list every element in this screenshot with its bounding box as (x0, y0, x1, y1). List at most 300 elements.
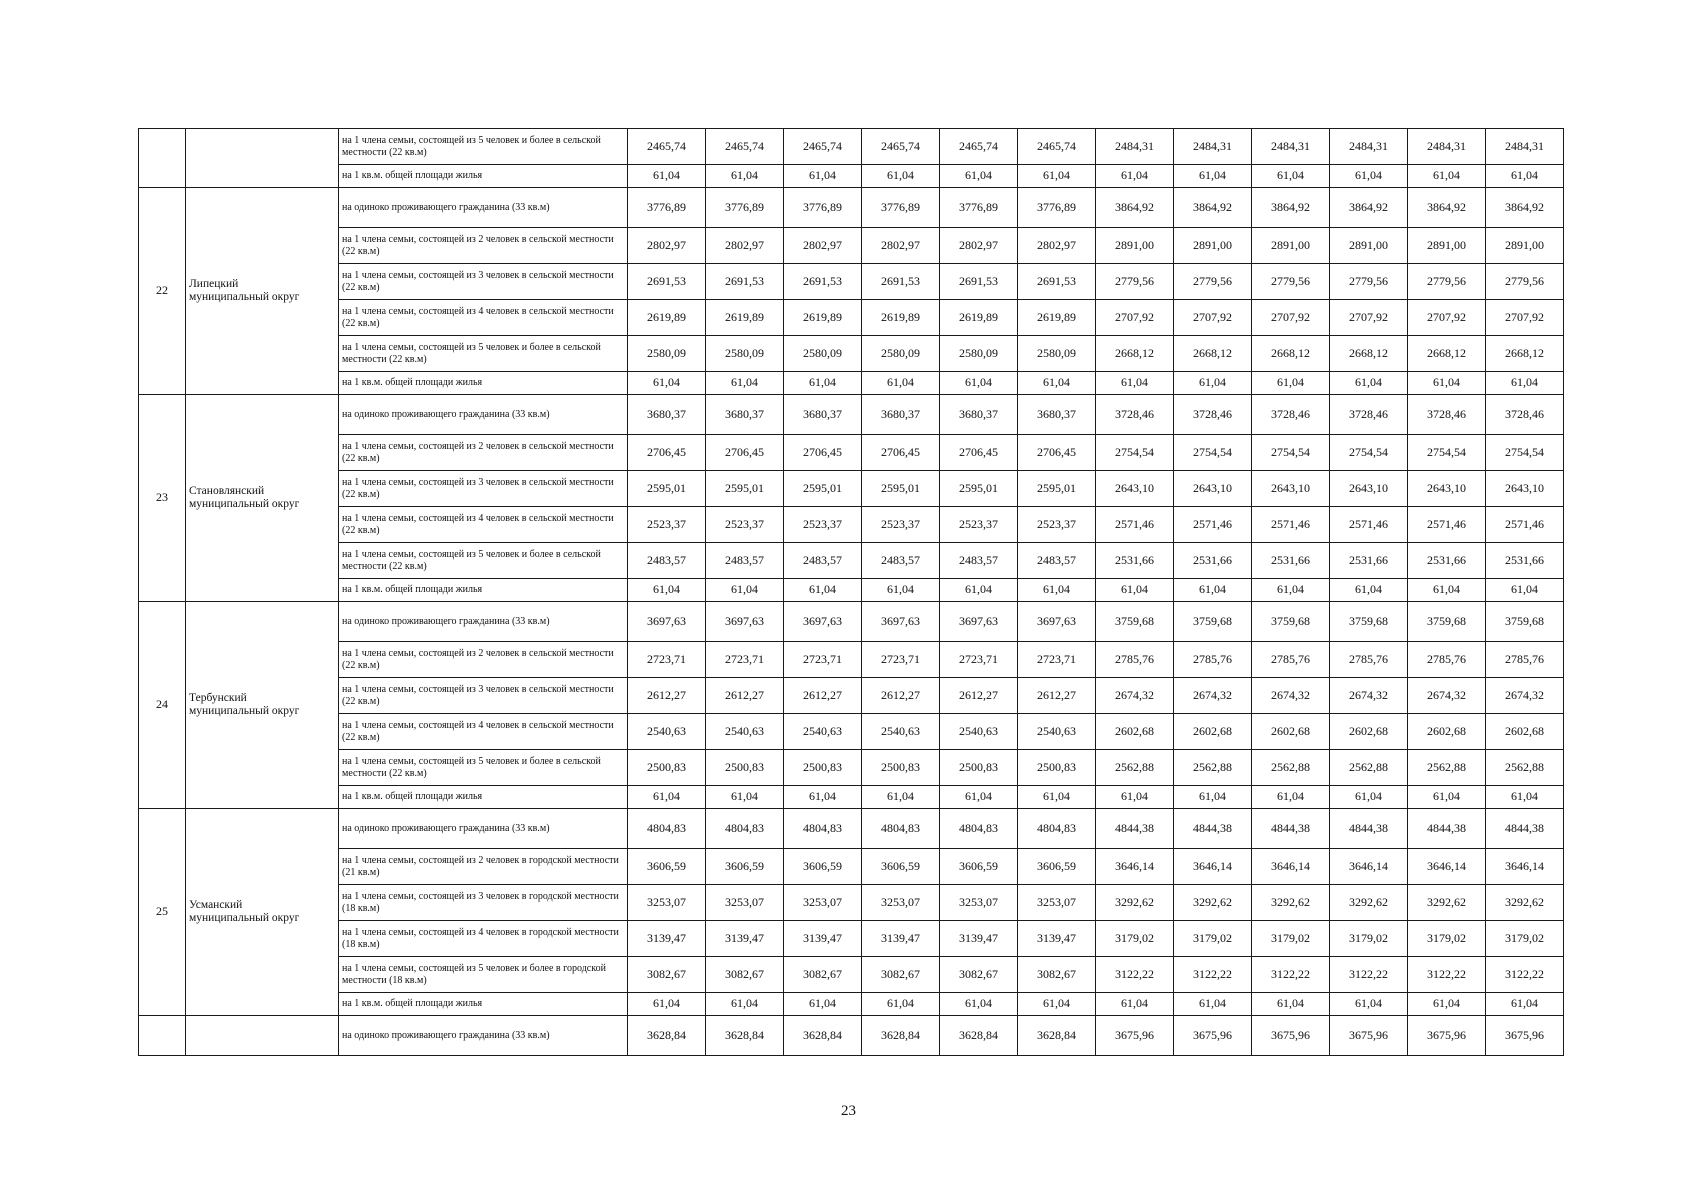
table-row (139, 750, 1564, 786)
value-cell: 3139,47 (784, 921, 862, 957)
value-cell: 61,04 (1486, 165, 1564, 188)
value-cell: 61,04 (1174, 165, 1252, 188)
table-row (139, 809, 1564, 849)
value-cell: 2531,66 (1252, 543, 1330, 579)
value-cell: 3628,84 (706, 1016, 784, 1056)
district-name-line: муниципальный округ (189, 498, 300, 510)
value-cell: 61,04 (1486, 372, 1564, 395)
value-cell: 4804,83 (784, 809, 862, 849)
value-cell: 3776,89 (706, 188, 784, 228)
value-cell: 2580,09 (1018, 336, 1096, 372)
value-cell: 2643,10 (1408, 471, 1486, 507)
value-cell: 3122,22 (1096, 957, 1174, 993)
table-row (139, 602, 1564, 642)
table-row (139, 228, 1564, 264)
district-name-line: муниципальный округ (189, 291, 300, 303)
value-cell: 3292,62 (1096, 885, 1174, 921)
value-cell: 2612,27 (862, 678, 940, 714)
table-row (139, 849, 1564, 885)
value-cell: 2891,00 (1252, 228, 1330, 264)
value-cell: 2802,97 (628, 228, 706, 264)
table-row (139, 957, 1564, 993)
value-cell: 61,04 (784, 993, 862, 1016)
value-cell: 61,04 (784, 165, 862, 188)
tariff-table (138, 128, 1564, 1056)
value-cell: 3253,07 (1018, 885, 1096, 921)
district-name-line: Становлянский (189, 484, 265, 497)
value-cell: 2785,76 (1486, 642, 1564, 678)
value-cell: 2540,63 (862, 714, 940, 750)
value-cell: 2802,97 (862, 228, 940, 264)
norm-description-cell: на 1 члена семьи, состоящей из 2 человек в сельской местности (22 кв.м) (339, 642, 628, 678)
norm-description-cell: на 1 члена семьи, состоящей из 2 человек в сельской местности (22 кв.м) (339, 228, 628, 264)
value-cell: 61,04 (1252, 993, 1330, 1016)
value-cell: 2571,46 (1174, 507, 1252, 543)
value-cell: 3646,14 (1096, 849, 1174, 885)
norm-description-cell: на 1 кв.м. общей площади жилья (339, 993, 628, 1016)
value-cell: 3179,02 (1096, 921, 1174, 957)
value-cell: 61,04 (862, 165, 940, 188)
value-cell: 2619,89 (940, 300, 1018, 336)
value-cell: 2562,88 (1486, 750, 1564, 786)
value-cell: 61,04 (1408, 993, 1486, 1016)
value-cell: 2595,01 (940, 471, 1018, 507)
table-row (139, 786, 1564, 809)
value-cell: 3697,63 (628, 602, 706, 642)
value-cell: 61,04 (628, 372, 706, 395)
value-cell: 61,04 (1252, 579, 1330, 602)
norm-description-cell: на 1 члена семьи, состоящей из 4 человек в сельской местности (22 кв.м) (339, 300, 628, 336)
value-cell: 2643,10 (1486, 471, 1564, 507)
value-cell: 3606,59 (706, 849, 784, 885)
value-cell: 3759,68 (1096, 602, 1174, 642)
value-cell: 3628,84 (862, 1016, 940, 1056)
table-row (139, 395, 1564, 435)
value-cell: 2707,92 (1486, 300, 1564, 336)
value-cell: 2571,46 (1486, 507, 1564, 543)
value-cell: 2802,97 (940, 228, 1018, 264)
value-cell: 2580,09 (628, 336, 706, 372)
norm-description-cell: на 1 кв.м. общей площади жилья (339, 372, 628, 395)
value-cell: 3646,14 (1174, 849, 1252, 885)
value-cell: 2595,01 (784, 471, 862, 507)
value-cell: 4844,38 (1174, 809, 1252, 849)
value-cell: 2674,32 (1408, 678, 1486, 714)
value-cell: 4804,83 (940, 809, 1018, 849)
value-cell: 2612,27 (706, 678, 784, 714)
value-cell: 2785,76 (1252, 642, 1330, 678)
tariff-table-body (139, 129, 1564, 1056)
value-cell: 3179,02 (1408, 921, 1486, 957)
value-cell: 2523,37 (706, 507, 784, 543)
value-cell: 2706,45 (940, 435, 1018, 471)
value-cell: 3864,92 (1486, 188, 1564, 228)
value-cell: 3680,37 (628, 395, 706, 435)
table-row (139, 885, 1564, 921)
value-cell: 61,04 (1096, 372, 1174, 395)
value-cell: 2723,71 (1018, 642, 1096, 678)
page-number: 23 (841, 1103, 856, 1119)
district-number-cell: 22 (139, 188, 186, 395)
value-cell: 2483,57 (862, 543, 940, 579)
value-cell: 2668,12 (1174, 336, 1252, 372)
value-cell: 61,04 (706, 372, 784, 395)
value-cell: 61,04 (784, 372, 862, 395)
value-cell: 2612,27 (940, 678, 1018, 714)
value-cell: 2707,92 (1096, 300, 1174, 336)
value-cell: 3646,14 (1330, 849, 1408, 885)
value-cell: 2540,63 (628, 714, 706, 750)
value-cell: 2754,54 (1330, 435, 1408, 471)
district-number-cell: 23 (139, 395, 186, 602)
value-cell: 61,04 (706, 579, 784, 602)
value-cell: 3292,62 (1174, 885, 1252, 921)
value-cell: 3179,02 (1486, 921, 1564, 957)
value-cell: 2602,68 (1486, 714, 1564, 750)
value-cell: 2707,92 (1330, 300, 1408, 336)
value-cell: 2785,76 (1408, 642, 1486, 678)
value-cell: 2571,46 (1408, 507, 1486, 543)
value-cell: 61,04 (784, 786, 862, 809)
table-row (139, 471, 1564, 507)
value-cell: 2891,00 (1174, 228, 1252, 264)
value-cell: 61,04 (1408, 372, 1486, 395)
value-cell: 3864,92 (1408, 188, 1486, 228)
value-cell: 2562,88 (1330, 750, 1408, 786)
value-cell: 61,04 (1252, 372, 1330, 395)
value-cell: 3139,47 (940, 921, 1018, 957)
value-cell: 61,04 (1330, 786, 1408, 809)
norm-description-cell: на 1 члена семьи, состоящей из 5 человек и более в городской местности (18 кв.м) (339, 957, 628, 993)
value-cell: 61,04 (1486, 786, 1564, 809)
value-cell: 61,04 (1330, 993, 1408, 1016)
value-cell: 2691,53 (784, 264, 862, 300)
value-cell: 3697,63 (862, 602, 940, 642)
value-cell: 3606,59 (862, 849, 940, 885)
value-cell: 61,04 (940, 165, 1018, 188)
value-cell: 2779,56 (1174, 264, 1252, 300)
value-cell: 2602,68 (1174, 714, 1252, 750)
value-cell: 2779,56 (1486, 264, 1564, 300)
value-cell: 2754,54 (1174, 435, 1252, 471)
value-cell: 2562,88 (1408, 750, 1486, 786)
value-cell: 2500,83 (628, 750, 706, 786)
value-cell: 2531,66 (1174, 543, 1252, 579)
value-cell: 3082,67 (784, 957, 862, 993)
value-cell: 2523,37 (862, 507, 940, 543)
district-number-cell (139, 1016, 186, 1056)
value-cell: 61,04 (628, 993, 706, 1016)
value-cell: 3082,67 (628, 957, 706, 993)
table-row (139, 579, 1564, 602)
value-cell: 3646,14 (1486, 849, 1564, 885)
value-cell: 61,04 (1174, 372, 1252, 395)
value-cell: 61,04 (1096, 579, 1174, 602)
norm-description-cell: на 1 члена семьи, состоящей из 5 человек и более в сельской местности (22 кв.м) (339, 129, 628, 165)
value-cell: 2523,37 (784, 507, 862, 543)
value-cell: 2571,46 (1330, 507, 1408, 543)
district-name-line: Липецкий (189, 277, 239, 290)
value-cell: 61,04 (862, 579, 940, 602)
table-row (139, 993, 1564, 1016)
value-cell: 2484,31 (1330, 129, 1408, 165)
value-cell: 2612,27 (1018, 678, 1096, 714)
value-cell: 3122,22 (1408, 957, 1486, 993)
value-cell: 61,04 (1330, 165, 1408, 188)
value-cell: 3292,62 (1486, 885, 1564, 921)
norm-description-cell: на 1 члена семьи, состоящей из 3 человек в городской местности (18 кв.м) (339, 885, 628, 921)
value-cell: 2500,83 (862, 750, 940, 786)
value-cell: 2602,68 (1330, 714, 1408, 750)
norm-description-cell: на 1 члена семьи, состоящей из 5 человек и более в сельской местности (22 кв.м) (339, 543, 628, 579)
value-cell: 2674,32 (1486, 678, 1564, 714)
district-name-cell (186, 602, 339, 809)
value-cell: 2779,56 (1330, 264, 1408, 300)
value-cell: 2785,76 (1096, 642, 1174, 678)
norm-description-cell: на 1 кв.м. общей площади жилья (339, 579, 628, 602)
value-cell: 3122,22 (1252, 957, 1330, 993)
norm-description-cell: на 1 кв.м. общей площади жилья (339, 786, 628, 809)
value-cell: 2531,66 (1408, 543, 1486, 579)
value-cell: 61,04 (1018, 786, 1096, 809)
district-number-cell: 24 (139, 602, 186, 809)
value-cell: 4844,38 (1096, 809, 1174, 849)
table-row (139, 165, 1564, 188)
value-cell: 2540,63 (784, 714, 862, 750)
value-cell: 3122,22 (1174, 957, 1252, 993)
norm-description-cell: на 1 члена семьи, состоящей из 3 человек в сельской местности (22 кв.м) (339, 678, 628, 714)
value-cell: 2754,54 (1486, 435, 1564, 471)
value-cell: 2619,89 (862, 300, 940, 336)
value-cell: 2643,10 (1330, 471, 1408, 507)
value-cell: 2668,12 (1096, 336, 1174, 372)
value-cell: 61,04 (1252, 786, 1330, 809)
value-cell: 2802,97 (1018, 228, 1096, 264)
value-cell: 61,04 (1408, 165, 1486, 188)
table-row (139, 129, 1564, 165)
value-cell: 3646,14 (1252, 849, 1330, 885)
value-cell: 3292,62 (1252, 885, 1330, 921)
value-cell: 3776,89 (862, 188, 940, 228)
value-cell: 2706,45 (784, 435, 862, 471)
value-cell: 3082,67 (706, 957, 784, 993)
value-cell: 61,04 (1096, 993, 1174, 1016)
value-cell: 3675,96 (1330, 1016, 1408, 1056)
value-cell: 2465,74 (628, 129, 706, 165)
value-cell: 4844,38 (1330, 809, 1408, 849)
value-cell: 3122,22 (1330, 957, 1408, 993)
value-cell: 61,04 (1486, 993, 1564, 1016)
value-cell: 3864,92 (1330, 188, 1408, 228)
value-cell: 3728,46 (1330, 395, 1408, 435)
norm-description-cell: на 1 члена семьи, состоящей из 4 человек в городской местности (18 кв.м) (339, 921, 628, 957)
norm-description-cell: на 1 кв.м. общей площади жилья (339, 165, 628, 188)
value-cell: 61,04 (1174, 579, 1252, 602)
value-cell: 61,04 (940, 993, 1018, 1016)
value-cell: 2602,68 (1096, 714, 1174, 750)
value-cell: 2540,63 (940, 714, 1018, 750)
value-cell: 3646,14 (1408, 849, 1486, 885)
value-cell: 3082,67 (940, 957, 1018, 993)
norm-description-cell: на 1 члена семьи, состоящей из 2 человек в городской местности (21 кв.м) (339, 849, 628, 885)
value-cell: 3759,68 (1408, 602, 1486, 642)
value-cell: 2891,00 (1408, 228, 1486, 264)
value-cell: 2706,45 (628, 435, 706, 471)
table-row (139, 642, 1564, 678)
value-cell: 2465,74 (784, 129, 862, 165)
value-cell: 2562,88 (1096, 750, 1174, 786)
value-cell: 2706,45 (706, 435, 784, 471)
value-cell: 4844,38 (1252, 809, 1330, 849)
norm-description-cell: на 1 члена семьи, состоящей из 5 человек и более в сельской местности (22 кв.м) (339, 336, 628, 372)
value-cell: 3179,02 (1174, 921, 1252, 957)
value-cell: 2465,74 (940, 129, 1018, 165)
value-cell: 2483,57 (706, 543, 784, 579)
district-number-cell: 25 (139, 809, 186, 1016)
norm-description-cell: на одиноко проживающего гражданина (33 кв.м) (339, 1016, 628, 1056)
value-cell: 2580,09 (784, 336, 862, 372)
value-cell: 2595,01 (1018, 471, 1096, 507)
value-cell: 2691,53 (862, 264, 940, 300)
value-cell: 2484,31 (1252, 129, 1330, 165)
value-cell: 61,04 (1018, 579, 1096, 602)
value-cell: 2723,71 (862, 642, 940, 678)
table-row (139, 714, 1564, 750)
value-cell: 3697,63 (784, 602, 862, 642)
value-cell: 2523,37 (1018, 507, 1096, 543)
tariff-table-wrapper (138, 128, 1564, 1056)
value-cell: 3253,07 (706, 885, 784, 921)
value-cell: 2602,68 (1252, 714, 1330, 750)
table-row (139, 435, 1564, 471)
value-cell: 3292,62 (1330, 885, 1408, 921)
value-cell: 3680,37 (706, 395, 784, 435)
value-cell: 3697,63 (706, 602, 784, 642)
table-row (139, 543, 1564, 579)
value-cell: 3728,46 (1096, 395, 1174, 435)
value-cell: 4804,83 (706, 809, 784, 849)
value-cell: 2643,10 (1174, 471, 1252, 507)
value-cell: 2500,83 (784, 750, 862, 786)
value-cell: 4844,38 (1486, 809, 1564, 849)
value-cell: 61,04 (1330, 372, 1408, 395)
value-cell: 2595,01 (628, 471, 706, 507)
value-cell: 2891,00 (1330, 228, 1408, 264)
value-cell: 4804,83 (1018, 809, 1096, 849)
value-cell: 61,04 (940, 786, 1018, 809)
value-cell: 2540,63 (706, 714, 784, 750)
value-cell: 2674,32 (1330, 678, 1408, 714)
value-cell: 2643,10 (1096, 471, 1174, 507)
value-cell: 2483,57 (1018, 543, 1096, 579)
value-cell: 2723,71 (628, 642, 706, 678)
value-cell: 3675,96 (1096, 1016, 1174, 1056)
value-cell: 2691,53 (1018, 264, 1096, 300)
value-cell: 2484,31 (1174, 129, 1252, 165)
district-name-cell (186, 129, 339, 188)
value-cell: 2483,57 (940, 543, 1018, 579)
value-cell: 3179,02 (1252, 921, 1330, 957)
value-cell: 2619,89 (628, 300, 706, 336)
value-cell: 61,04 (1174, 993, 1252, 1016)
value-cell: 2674,32 (1096, 678, 1174, 714)
value-cell: 3728,46 (1174, 395, 1252, 435)
value-cell: 2540,63 (1018, 714, 1096, 750)
value-cell: 61,04 (706, 993, 784, 1016)
value-cell: 3776,89 (1018, 188, 1096, 228)
value-cell: 61,04 (940, 579, 1018, 602)
value-cell: 2484,31 (1096, 129, 1174, 165)
value-cell: 3253,07 (940, 885, 1018, 921)
value-cell: 2595,01 (706, 471, 784, 507)
value-cell: 61,04 (1096, 786, 1174, 809)
district-name-line: муниципальный округ (189, 912, 300, 924)
value-cell: 61,04 (1330, 579, 1408, 602)
value-cell: 2483,57 (628, 543, 706, 579)
value-cell: 3606,59 (1018, 849, 1096, 885)
value-cell: 4804,83 (628, 809, 706, 849)
norm-description-cell: на одиноко проживающего гражданина (33 кв.м) (339, 188, 628, 228)
value-cell: 2707,92 (1408, 300, 1486, 336)
value-cell: 2707,92 (1252, 300, 1330, 336)
value-cell: 61,04 (706, 786, 784, 809)
value-cell: 2602,68 (1408, 714, 1486, 750)
value-cell: 2571,46 (1252, 507, 1330, 543)
table-row (139, 678, 1564, 714)
value-cell: 2483,57 (784, 543, 862, 579)
value-cell: 3628,84 (940, 1016, 1018, 1056)
value-cell: 3776,89 (628, 188, 706, 228)
value-cell: 3675,96 (1252, 1016, 1330, 1056)
value-cell: 61,04 (1252, 165, 1330, 188)
value-cell: 3139,47 (862, 921, 940, 957)
value-cell: 2754,54 (1252, 435, 1330, 471)
value-cell: 3680,37 (940, 395, 1018, 435)
value-cell: 3606,59 (784, 849, 862, 885)
value-cell: 3728,46 (1252, 395, 1330, 435)
value-cell: 3675,96 (1486, 1016, 1564, 1056)
district-name-cell (186, 809, 339, 1016)
value-cell: 2785,76 (1330, 642, 1408, 678)
value-cell: 2531,66 (1096, 543, 1174, 579)
value-cell: 2465,74 (1018, 129, 1096, 165)
value-cell: 3759,68 (1174, 602, 1252, 642)
value-cell: 2465,74 (706, 129, 784, 165)
value-cell: 2707,92 (1174, 300, 1252, 336)
norm-description-cell: на 1 члена семьи, состоящей из 4 человек в сельской местности (22 кв.м) (339, 507, 628, 543)
value-cell: 61,04 (1408, 786, 1486, 809)
value-cell: 2580,09 (862, 336, 940, 372)
value-cell: 2531,66 (1486, 543, 1564, 579)
value-cell: 2674,32 (1252, 678, 1330, 714)
table-row (139, 921, 1564, 957)
value-cell: 3139,47 (706, 921, 784, 957)
value-cell: 2523,37 (628, 507, 706, 543)
value-cell: 3675,96 (1408, 1016, 1486, 1056)
value-cell: 61,04 (1174, 786, 1252, 809)
district-name-line: Усманский (189, 898, 243, 911)
value-cell: 3253,07 (862, 885, 940, 921)
table-row (139, 264, 1564, 300)
norm-description-cell: на 1 члена семьи, состоящей из 5 человек и более в сельской местности (22 кв.м) (339, 750, 628, 786)
value-cell: 2668,12 (1330, 336, 1408, 372)
value-cell: 3680,37 (1018, 395, 1096, 435)
value-cell: 3082,67 (1018, 957, 1096, 993)
value-cell: 2465,74 (862, 129, 940, 165)
value-cell: 61,04 (862, 993, 940, 1016)
value-cell: 3759,68 (1252, 602, 1330, 642)
value-cell: 2619,89 (706, 300, 784, 336)
